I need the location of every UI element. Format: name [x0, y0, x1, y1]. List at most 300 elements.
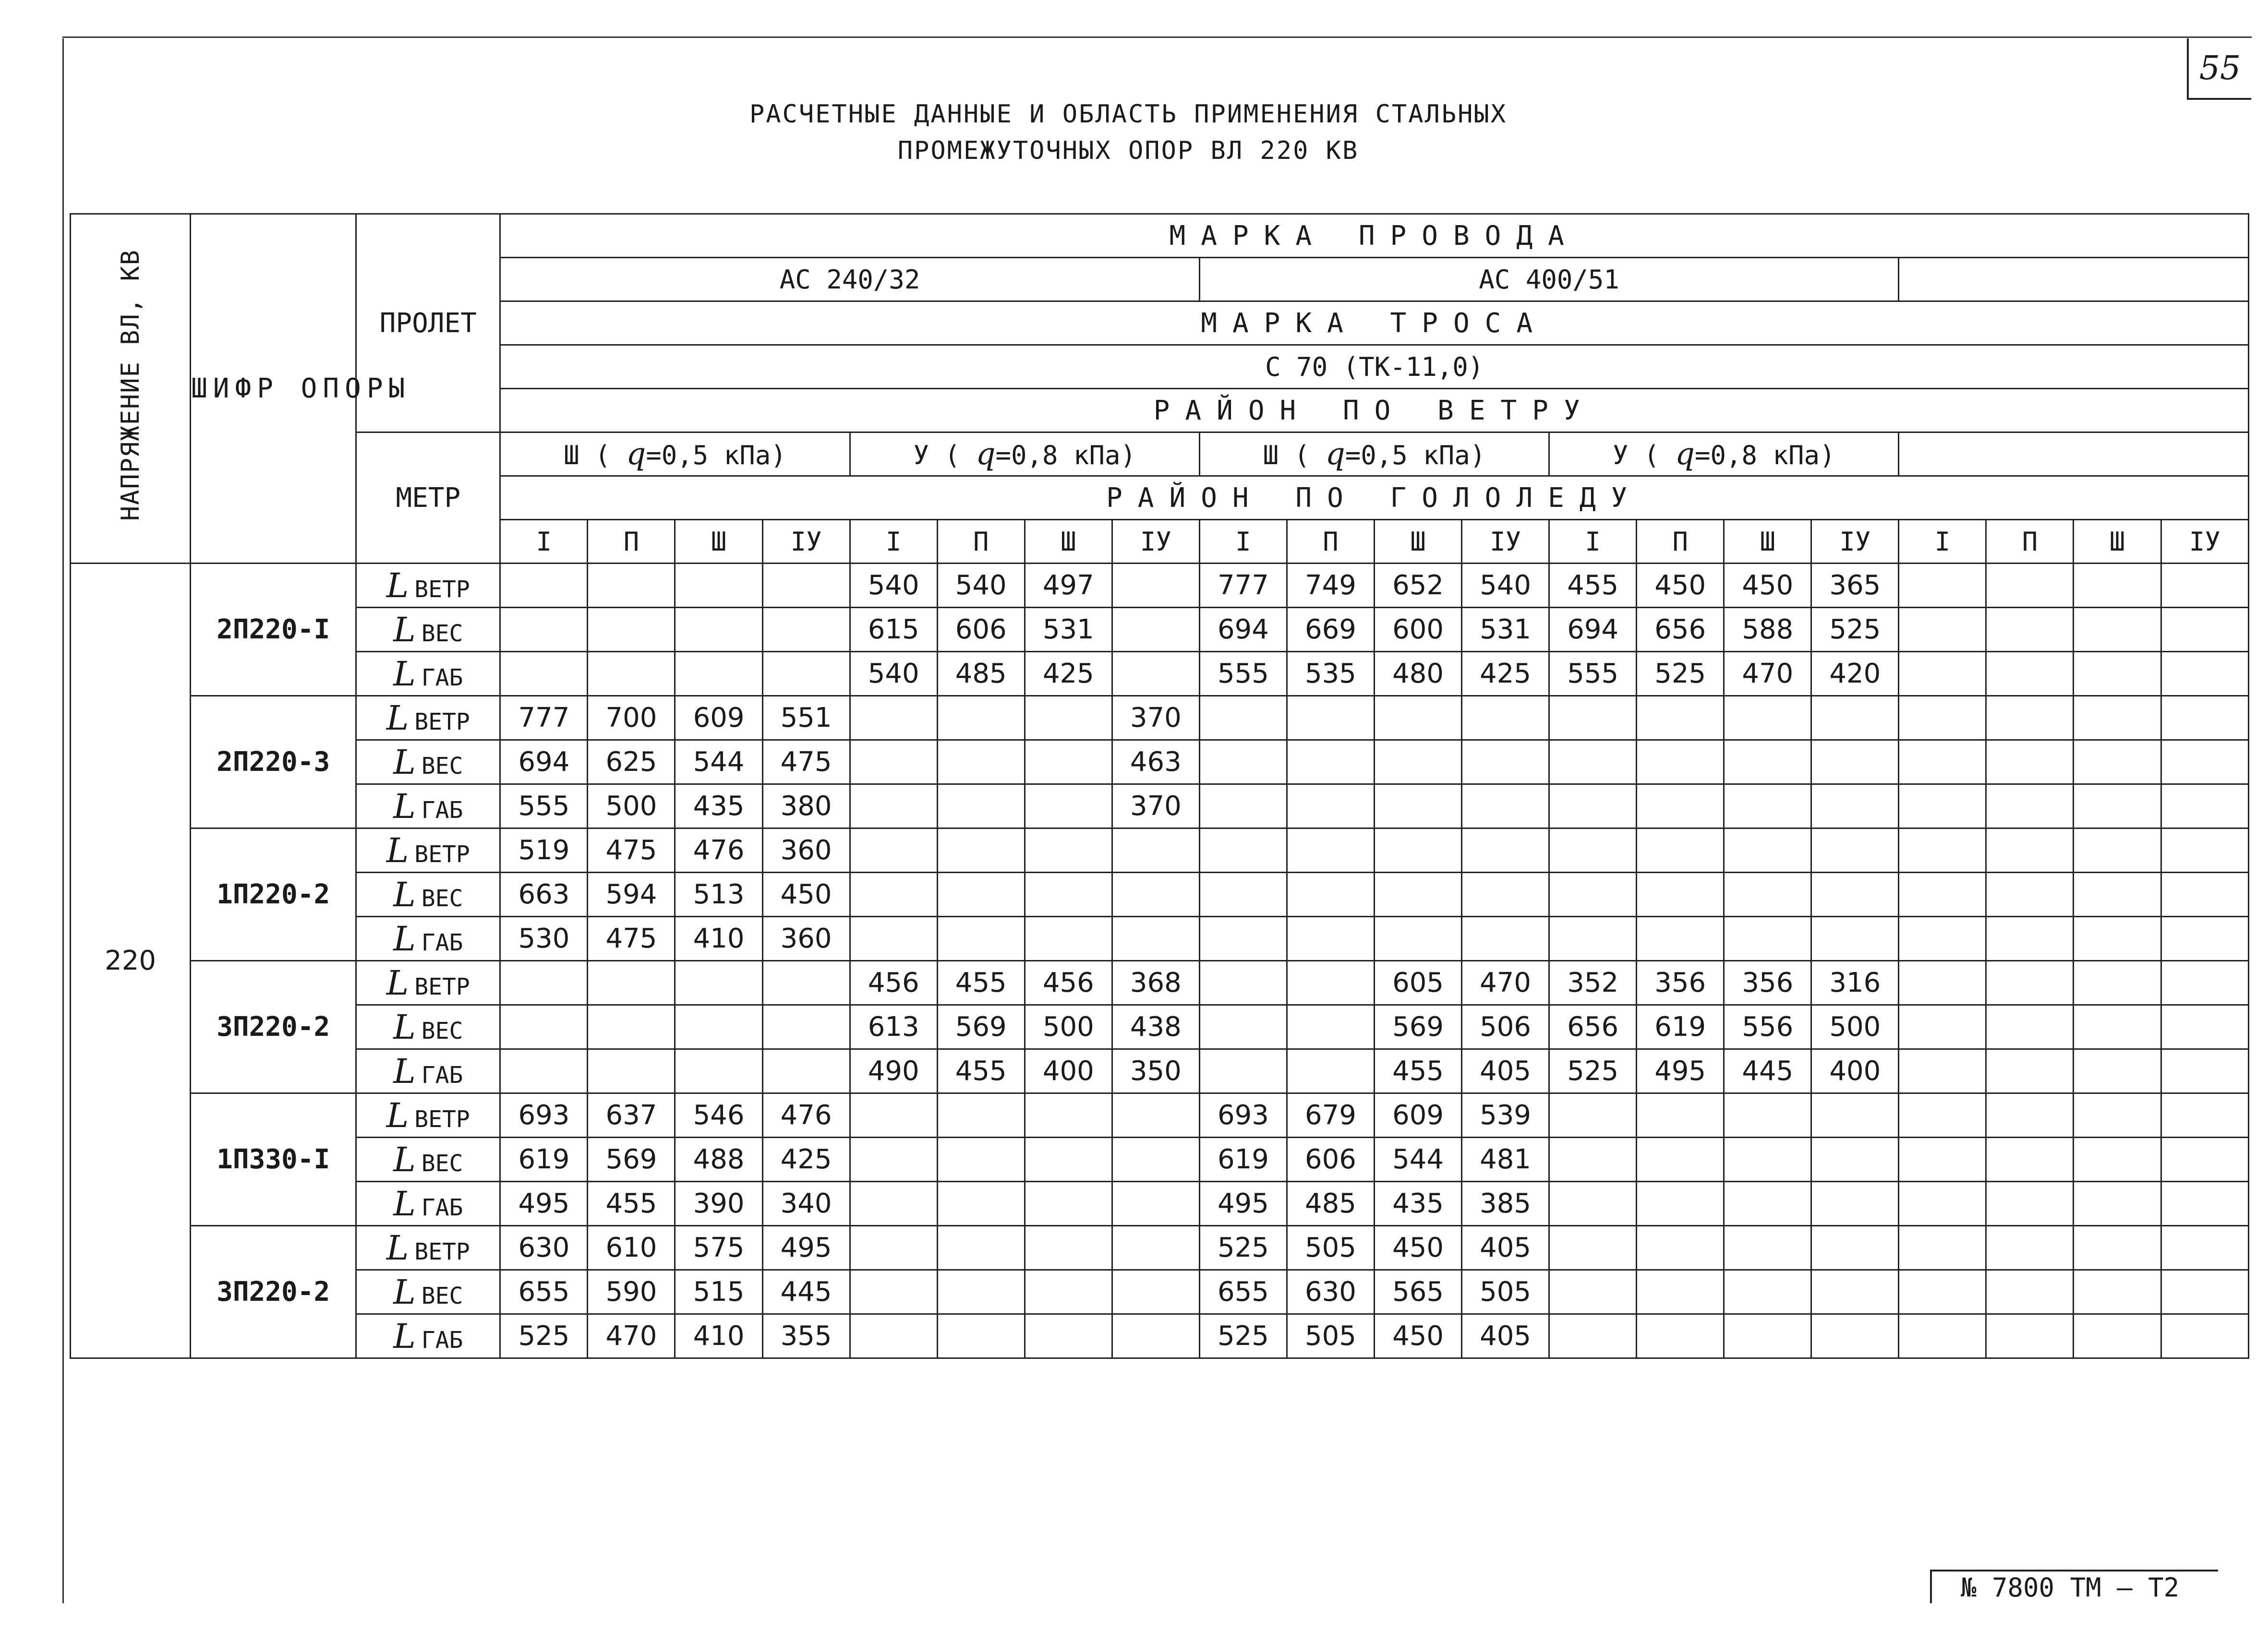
- span-length-symbol: L: [393, 1184, 416, 1224]
- span-length-symbol: L: [393, 1007, 416, 1047]
- data-cell: [1724, 784, 1811, 828]
- data-cell: [1025, 1226, 1112, 1270]
- data-cell: [1025, 1138, 1112, 1182]
- data-cell: 340: [762, 1182, 850, 1226]
- data-cell: [1287, 1049, 1374, 1093]
- data-cell: 525: [1637, 652, 1724, 696]
- data-cell: 488: [675, 1138, 762, 1182]
- support-cipher: 2П220-I: [191, 564, 356, 696]
- data-cell: [588, 1049, 675, 1093]
- data-cell: 544: [675, 740, 762, 784]
- data-cell: [1724, 828, 1811, 873]
- data-cell: [1374, 873, 1461, 917]
- data-cell: [675, 652, 762, 696]
- span-type-label: [356, 696, 500, 740]
- span-type-name: ВЕТР: [414, 1105, 470, 1133]
- table-row: [71, 784, 2249, 828]
- data-cell: [500, 1049, 588, 1093]
- data-cell: 455: [937, 1049, 1025, 1093]
- data-cell: [1287, 828, 1374, 873]
- wire-ac240-header: АС 240/32: [500, 258, 1200, 301]
- wind-zone-roman: У: [913, 440, 929, 470]
- data-cell: [1287, 696, 1374, 740]
- data-cell: [937, 1182, 1025, 1226]
- data-cell: [1112, 1270, 1199, 1314]
- table-row: [71, 828, 2249, 873]
- span-length-symbol: L: [386, 1095, 409, 1135]
- data-cell: [500, 1005, 588, 1049]
- table-row: [71, 917, 2249, 961]
- table-row: [71, 961, 2249, 1005]
- data-cell: [850, 1226, 937, 1270]
- data-cell: 630: [500, 1226, 588, 1270]
- data-cell: [1811, 784, 1899, 828]
- table-row: [71, 1138, 2249, 1182]
- data-cell: 490: [850, 1049, 937, 1093]
- data-cell: 481: [1462, 1138, 1549, 1182]
- data-cell: [1549, 1226, 1637, 1270]
- span-type-name: ВЕС: [421, 1017, 463, 1044]
- span-type-label: [356, 961, 500, 1005]
- data-cell: 555: [1549, 652, 1637, 696]
- table-row: [71, 696, 2249, 740]
- data-cell: 495: [762, 1226, 850, 1270]
- span-type-label: [356, 1182, 500, 1226]
- data-cell: [937, 1314, 1025, 1358]
- data-cell: [2161, 652, 2248, 696]
- data-cell: [1287, 740, 1374, 784]
- span-type-name: ВЕТР: [414, 708, 470, 735]
- data-cell: [1986, 1138, 2074, 1182]
- voltage-header: НАПРЯЖЕНИЕ ВЛ, КВ: [116, 249, 145, 521]
- data-cell: [1549, 1138, 1637, 1182]
- data-cell: [2074, 1270, 2161, 1314]
- data-table: [70, 213, 2249, 1359]
- span-length-symbol: L: [393, 1316, 416, 1356]
- data-cell: [2161, 1226, 2248, 1270]
- ice-zone-header: I: [500, 520, 588, 564]
- table-row: [71, 1049, 2249, 1093]
- data-cell: [2074, 696, 2161, 740]
- data-cell: [500, 608, 588, 652]
- data-cell: [1986, 1314, 2074, 1358]
- data-cell: [1986, 740, 2074, 784]
- data-cell: 506: [1462, 1005, 1549, 1049]
- span-type-label: [356, 1314, 500, 1358]
- data-cell: [1199, 1049, 1287, 1093]
- data-cell: 669: [1287, 608, 1374, 652]
- data-cell: [2161, 828, 2248, 873]
- data-cell: 475: [762, 740, 850, 784]
- data-cell: 600: [1374, 608, 1461, 652]
- data-cell: 693: [500, 1093, 588, 1138]
- data-cell: [1549, 1270, 1637, 1314]
- data-cell: [937, 1226, 1025, 1270]
- data-cell: 476: [675, 828, 762, 873]
- data-cell: [1199, 784, 1287, 828]
- data-cell: [1199, 961, 1287, 1005]
- data-cell: [1287, 1005, 1374, 1049]
- support-cipher: 1П220-2: [191, 828, 356, 961]
- wind-zone-header: У ( q=0,8 кПа): [850, 432, 1199, 476]
- data-cell: [588, 961, 675, 1005]
- data-cell: 368: [1112, 961, 1199, 1005]
- wind-pressure-value: =0,5 кПа): [646, 440, 786, 470]
- data-cell: [1899, 784, 1986, 828]
- ice-zone-header: I: [1549, 520, 1637, 564]
- wire-empty-header: [1899, 258, 2249, 301]
- data-cell: 565: [1374, 1270, 1461, 1314]
- data-cell: 525: [1811, 608, 1899, 652]
- wind-pressure-symbol: q: [976, 436, 996, 472]
- data-cell: [1549, 740, 1637, 784]
- data-cell: [1549, 784, 1637, 828]
- data-cell: [675, 961, 762, 1005]
- data-cell: [2074, 740, 2161, 784]
- support-cipher: 2П220-3: [191, 696, 356, 828]
- data-cell: 485: [937, 652, 1025, 696]
- wind-zone-roman: Ш: [1263, 440, 1279, 470]
- data-cell: [2161, 1049, 2248, 1093]
- data-cell: [1811, 696, 1899, 740]
- span-type-label: [356, 873, 500, 917]
- span-type-name: ВЕС: [421, 885, 463, 912]
- data-cell: [500, 564, 588, 608]
- data-cell: [937, 917, 1025, 961]
- wind-zone-roman: Ш: [564, 440, 579, 470]
- data-cell: 613: [850, 1005, 937, 1049]
- wind-pressure-symbol: q: [1325, 436, 1345, 472]
- data-cell: [1724, 873, 1811, 917]
- data-cell: 476: [762, 1093, 850, 1138]
- data-cell: 656: [1637, 608, 1724, 652]
- data-cell: [1986, 1049, 2074, 1093]
- data-cell: [2074, 1005, 2161, 1049]
- data-cell: [850, 1314, 937, 1358]
- data-cell: 693: [1199, 1093, 1287, 1138]
- data-cell: [1462, 696, 1549, 740]
- ice-zone-header: Ш: [675, 520, 762, 564]
- span-type-name: ВЕТР: [414, 973, 470, 1000]
- data-cell: [850, 784, 937, 828]
- data-cell: 539: [1462, 1093, 1549, 1138]
- data-cell: [1637, 873, 1724, 917]
- span-type-name: ВЕТР: [414, 840, 470, 868]
- data-cell: 470: [588, 1314, 675, 1358]
- data-cell: [2161, 917, 2248, 961]
- ice-zone-header: Ш: [1374, 520, 1461, 564]
- data-cell: 480: [1374, 652, 1461, 696]
- data-cell: [1637, 917, 1724, 961]
- data-cell: [1724, 1093, 1811, 1138]
- table-row: [71, 1182, 2249, 1226]
- span-length-symbol: L: [393, 1051, 416, 1091]
- data-cell: 350: [1112, 1049, 1199, 1093]
- data-cell: [1986, 696, 2074, 740]
- wind-region-header: РАЙОН ПО ВЕТРУ: [500, 389, 2249, 432]
- data-cell: [1199, 1005, 1287, 1049]
- data-cell: 475: [588, 917, 675, 961]
- data-cell: [937, 1270, 1025, 1314]
- data-cell: 630: [1287, 1270, 1374, 1314]
- data-cell: [1462, 740, 1549, 784]
- data-cell: 425: [1462, 652, 1549, 696]
- data-cell: [1462, 784, 1549, 828]
- data-cell: [675, 564, 762, 608]
- data-cell: [850, 696, 937, 740]
- span-length-symbol: L: [386, 698, 409, 738]
- data-cell: [937, 1138, 1025, 1182]
- data-cell: 531: [1462, 608, 1549, 652]
- span-length-symbol: L: [393, 1272, 416, 1312]
- data-cell: [1462, 873, 1549, 917]
- data-cell: 410: [675, 1314, 762, 1358]
- ice-zone-header: IУ: [1462, 520, 1549, 564]
- data-cell: [1549, 1093, 1637, 1138]
- span-type-name: ВЕТР: [414, 1238, 470, 1265]
- span-type-label: [356, 1138, 500, 1182]
- data-cell: [1811, 828, 1899, 873]
- data-cell: [1811, 740, 1899, 784]
- span-length-symbol: L: [393, 919, 416, 959]
- support-cipher: 3П220-2: [191, 961, 356, 1093]
- data-cell: [1287, 784, 1374, 828]
- data-cell: 450: [762, 873, 850, 917]
- data-cell: [2074, 608, 2161, 652]
- data-cell: [1986, 1270, 2074, 1314]
- data-cell: [2074, 1182, 2161, 1226]
- data-cell: 749: [1287, 564, 1374, 608]
- data-cell: [1986, 1182, 2074, 1226]
- ice-zone-header: IУ: [762, 520, 850, 564]
- data-cell: 435: [675, 784, 762, 828]
- cipher-header: ШИФР ОПОРЫ: [191, 214, 356, 564]
- data-cell: [1287, 961, 1374, 1005]
- data-cell: 655: [500, 1270, 588, 1314]
- data-cell: [675, 1005, 762, 1049]
- data-cell: [1637, 1270, 1724, 1314]
- data-cell: [2074, 873, 2161, 917]
- table-row: [71, 1314, 2249, 1358]
- data-cell: [2074, 1138, 2161, 1182]
- data-cell: [2161, 1314, 2248, 1358]
- data-cell: 609: [1374, 1093, 1461, 1138]
- table-row: [71, 564, 2249, 608]
- span-header: ПРОЛЕТ: [356, 214, 500, 432]
- data-cell: [1899, 1270, 1986, 1314]
- page-number: 55: [2187, 38, 2251, 100]
- data-cell: [850, 1270, 937, 1314]
- data-cell: 540: [1462, 564, 1549, 608]
- data-cell: [1549, 1314, 1637, 1358]
- data-cell: 355: [762, 1314, 850, 1358]
- data-cell: [1899, 1226, 1986, 1270]
- table-row: [71, 873, 2249, 917]
- span-length-symbol: L: [386, 963, 409, 1003]
- ice-region-header: РАЙОН ПО ГОЛОЛЕДУ: [500, 476, 2249, 520]
- data-cell: [588, 564, 675, 608]
- data-cell: 370: [1112, 784, 1199, 828]
- data-cell: [1899, 828, 1986, 873]
- voltage-header-cell: [71, 214, 191, 564]
- span-type-name: ВЕС: [421, 1150, 463, 1177]
- data-cell: [2074, 564, 2161, 608]
- ice-zone-header: I: [1199, 520, 1287, 564]
- data-cell: [1025, 1182, 1112, 1226]
- span-type-name: ВЕС: [421, 1282, 463, 1309]
- ice-zone-header: П: [588, 520, 675, 564]
- data-cell: 525: [500, 1314, 588, 1358]
- data-cell: 619: [1637, 1005, 1724, 1049]
- data-cell: 530: [500, 917, 588, 961]
- data-cell: 540: [850, 652, 937, 696]
- data-cell: [1549, 873, 1637, 917]
- data-cell: [1112, 917, 1199, 961]
- data-cell: 425: [762, 1138, 850, 1182]
- data-cell: 606: [937, 608, 1025, 652]
- data-cell: [1637, 740, 1724, 784]
- table-row: [71, 652, 2249, 696]
- data-cell: 495: [500, 1182, 588, 1226]
- data-cell: [937, 873, 1025, 917]
- ice-zone-header: I: [850, 520, 937, 564]
- data-cell: 438: [1112, 1005, 1199, 1049]
- data-cell: [762, 1049, 850, 1093]
- wind-pressure-symbol: q: [626, 436, 646, 472]
- data-cell: [2074, 1093, 2161, 1138]
- data-cell: [1287, 917, 1374, 961]
- data-cell: 470: [1462, 961, 1549, 1005]
- ice-zone-header: П: [1986, 520, 2074, 564]
- data-cell: 679: [1287, 1093, 1374, 1138]
- data-cell: [1724, 696, 1811, 740]
- data-cell: [588, 608, 675, 652]
- data-cell: [1899, 740, 1986, 784]
- data-cell: [2161, 1005, 2248, 1049]
- data-cell: [1986, 1005, 2074, 1049]
- wire-brand-header: МАРКА ПРОВОДА: [500, 214, 2249, 258]
- title-line-1: РАСЧЕТНЫЕ ДАННЫЕ И ОБЛАСТЬ ПРИМЕНЕНИЯ СТАЛЬНЫХ: [749, 100, 1508, 129]
- data-cell: [500, 652, 588, 696]
- span-type-name: ВЕС: [421, 752, 463, 780]
- table-row: [71, 1270, 2249, 1314]
- span-type-label: [356, 1049, 500, 1093]
- data-cell: [1637, 1314, 1724, 1358]
- ice-zone-header: Ш: [1025, 520, 1112, 564]
- span-length-symbol: L: [386, 830, 409, 870]
- data-cell: [937, 1093, 1025, 1138]
- data-cell: [1637, 696, 1724, 740]
- data-cell: [2074, 1226, 2161, 1270]
- data-cell: 610: [588, 1226, 675, 1270]
- span-type-label: [356, 1226, 500, 1270]
- data-cell: [1811, 1138, 1899, 1182]
- data-cell: [2161, 1138, 2248, 1182]
- data-cell: [1549, 917, 1637, 961]
- ice-zone-header: П: [1637, 520, 1724, 564]
- data-cell: [937, 784, 1025, 828]
- span-length-symbol: L: [393, 786, 416, 826]
- data-cell: 551: [762, 696, 850, 740]
- span-type-label: [356, 784, 500, 828]
- data-cell: [1899, 1138, 1986, 1182]
- data-cell: [1986, 917, 2074, 961]
- data-cell: [937, 740, 1025, 784]
- table-row: [71, 608, 2249, 652]
- data-cell: [1986, 1093, 2074, 1138]
- data-cell: [588, 1005, 675, 1049]
- span-type-label: [356, 1005, 500, 1049]
- data-cell: 356: [1724, 961, 1811, 1005]
- data-cell: 540: [937, 564, 1025, 608]
- data-cell: [1112, 1226, 1199, 1270]
- data-cell: [850, 917, 937, 961]
- data-cell: 470: [1724, 652, 1811, 696]
- data-cell: [1549, 696, 1637, 740]
- data-cell: [1025, 784, 1112, 828]
- data-cell: 456: [850, 961, 937, 1005]
- span-type-label: [356, 652, 500, 696]
- data-cell: [1199, 828, 1287, 873]
- span-type-label: [356, 828, 500, 873]
- data-cell: [937, 696, 1025, 740]
- table-row: [71, 1005, 2249, 1049]
- ice-zone-header: П: [1287, 520, 1374, 564]
- data-cell: 455: [588, 1182, 675, 1226]
- data-cell: 360: [762, 828, 850, 873]
- data-cell: [1811, 873, 1899, 917]
- data-cell: 777: [500, 696, 588, 740]
- data-cell: [1025, 917, 1112, 961]
- span-length-symbol: L: [386, 1228, 409, 1268]
- data-cell: 380: [762, 784, 850, 828]
- data-cell: 777: [1199, 564, 1287, 608]
- data-cell: [850, 1138, 937, 1182]
- data-cell: [1811, 1182, 1899, 1226]
- data-cell: [1025, 1270, 1112, 1314]
- data-cell: [1374, 696, 1461, 740]
- data-cell: 515: [675, 1270, 762, 1314]
- span-type-name: ГАБ: [421, 1194, 463, 1221]
- data-cell: [2074, 652, 2161, 696]
- data-cell: [850, 828, 937, 873]
- span-length-symbol: L: [393, 875, 416, 914]
- data-cell: 569: [1374, 1005, 1461, 1049]
- data-cell: 500: [588, 784, 675, 828]
- data-cell: 546: [675, 1093, 762, 1138]
- data-cell: 455: [1374, 1049, 1461, 1093]
- data-cell: [1899, 1182, 1986, 1226]
- data-cell: [1899, 652, 1986, 696]
- wind-pressure-value: =0,8 кПа): [1694, 440, 1835, 470]
- data-cell: 694: [1549, 608, 1637, 652]
- data-cell: [1287, 873, 1374, 917]
- data-cell: [2161, 961, 2248, 1005]
- wind-empty-header: [1899, 432, 2249, 476]
- data-cell: [2161, 608, 2248, 652]
- data-cell: 360: [762, 917, 850, 961]
- data-cell: [1986, 608, 2074, 652]
- data-cell: [1637, 784, 1724, 828]
- data-cell: 505: [1287, 1226, 1374, 1270]
- span-type-label: [356, 608, 500, 652]
- data-cell: [1374, 828, 1461, 873]
- wind-zone-header: Ш ( q=0,5 кПа): [500, 432, 850, 476]
- data-cell: [1899, 1005, 1986, 1049]
- data-cell: [2074, 784, 2161, 828]
- data-cell: 463: [1112, 740, 1199, 784]
- data-cell: 410: [675, 917, 762, 961]
